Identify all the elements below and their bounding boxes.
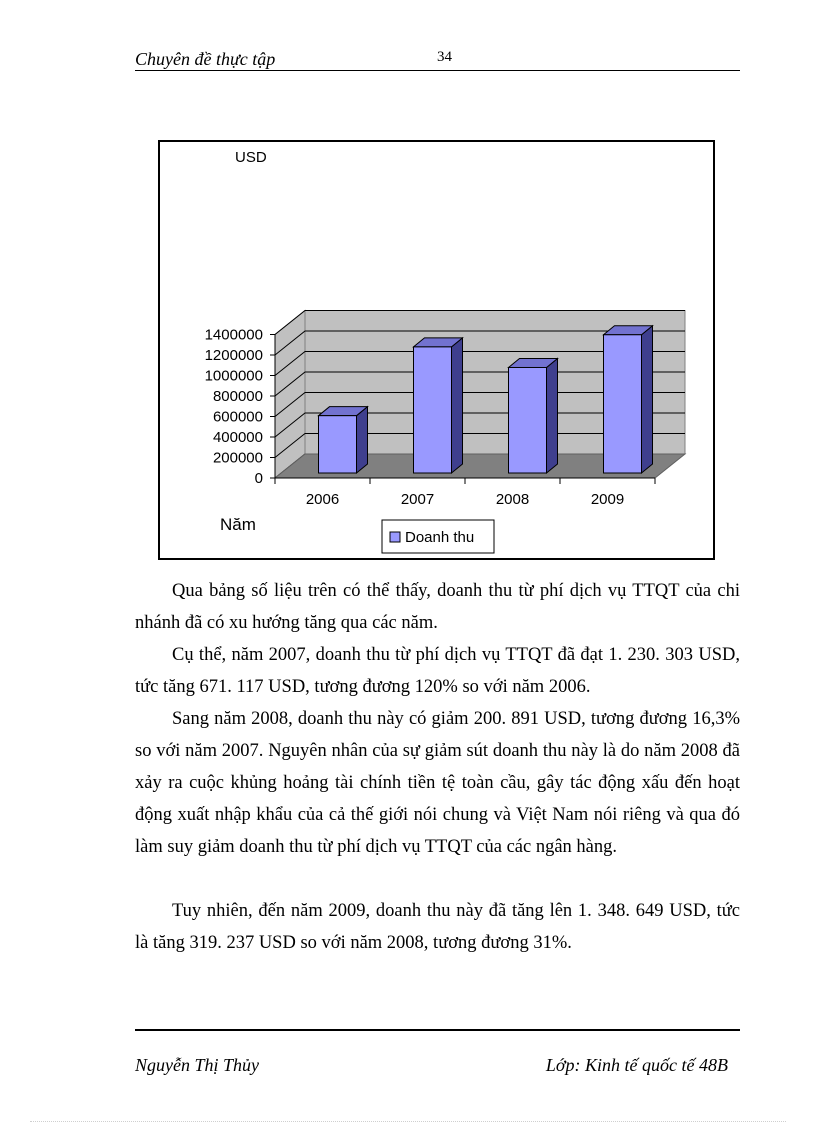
y-tick-label: 1000000	[204, 367, 263, 385]
x-axis-title: Năm	[220, 515, 256, 534]
footer-author: Nguyễn Thị Thủy	[135, 1055, 259, 1075]
y-tick-label: 400000	[212, 429, 263, 446]
bar-side	[357, 407, 368, 473]
y-tick-label: 800000	[212, 388, 263, 405]
y-tick-label: 200000	[212, 449, 263, 467]
bar	[509, 367, 547, 473]
bar-side	[642, 326, 653, 473]
paragraph-1: Qua bảng số liệu trên có thể thấy, doanh thu từ phí dịch vụ TTQT của chi nhánh đã có xu hướng tăng qua các năm.	[135, 581, 740, 633]
y-tick-label: 1200000	[204, 347, 263, 364]
footer-rule	[135, 1029, 740, 1031]
legend-label: Doanh thu	[405, 529, 475, 546]
bar	[604, 335, 642, 473]
y-axis-title: USD	[235, 149, 267, 166]
y-tick-label: 0	[254, 470, 263, 487]
header-rule	[135, 70, 740, 71]
y-tick-label: 1400000	[204, 326, 263, 344]
chart-side-wall	[275, 311, 305, 479]
x-tick-label: 2006	[305, 491, 340, 508]
legend-swatch	[390, 532, 400, 542]
x-tick-label: 2008	[495, 491, 530, 508]
paragraph-3: Sang năm 2008, doanh thu này có giảm 200. 891 USD, tương đương 16,3% so với năm 2007. Nguyên nhân của sự giảm sút doanh thu này là do năm 2008 đã xảy ra cuộc khủng hoảng tài chính tiền tệ toàn cầu, gây tác động xấu đến hoạt động xuất nhập khẩu của cả thế giới nói chung và Việt Nam nói riêng và qua đó làm suy giảm doanh thu từ phí dịch vụ TTQT của các ngân hàng.	[135, 709, 740, 857]
header-title: Chuyên đề thực tập	[135, 49, 276, 69]
paragraph-4: Tuy nhiên, đến năm 2009, doanh thu này đã tăng lên 1. 348. 649 USD, tức là tăng 319. 237 USD so với năm 2008, tương đương 31%.	[135, 901, 740, 953]
footer-class: Lớp: Kinh tế quốc tế 48B	[545, 1055, 728, 1075]
page-number: 34	[437, 49, 452, 65]
bar	[319, 416, 357, 473]
y-tick-label: 600000	[212, 408, 263, 426]
bar-side	[452, 338, 463, 473]
paragraph-2: Cụ thể, năm 2007, doanh thu từ phí dịch vụ TTQT đã đạt 1. 230. 303 USD, tức tăng 671. 117 USD, tương đương 120% so với năm 2006.	[135, 645, 740, 697]
x-tick-label: 2007	[400, 491, 435, 508]
chart-frame	[158, 140, 715, 560]
revenue-chart	[160, 142, 713, 558]
bottom-dotted-line	[30, 1121, 786, 1122]
x-tick-label: 2009	[590, 491, 625, 508]
bar	[414, 347, 452, 473]
bar-side	[547, 358, 558, 473]
